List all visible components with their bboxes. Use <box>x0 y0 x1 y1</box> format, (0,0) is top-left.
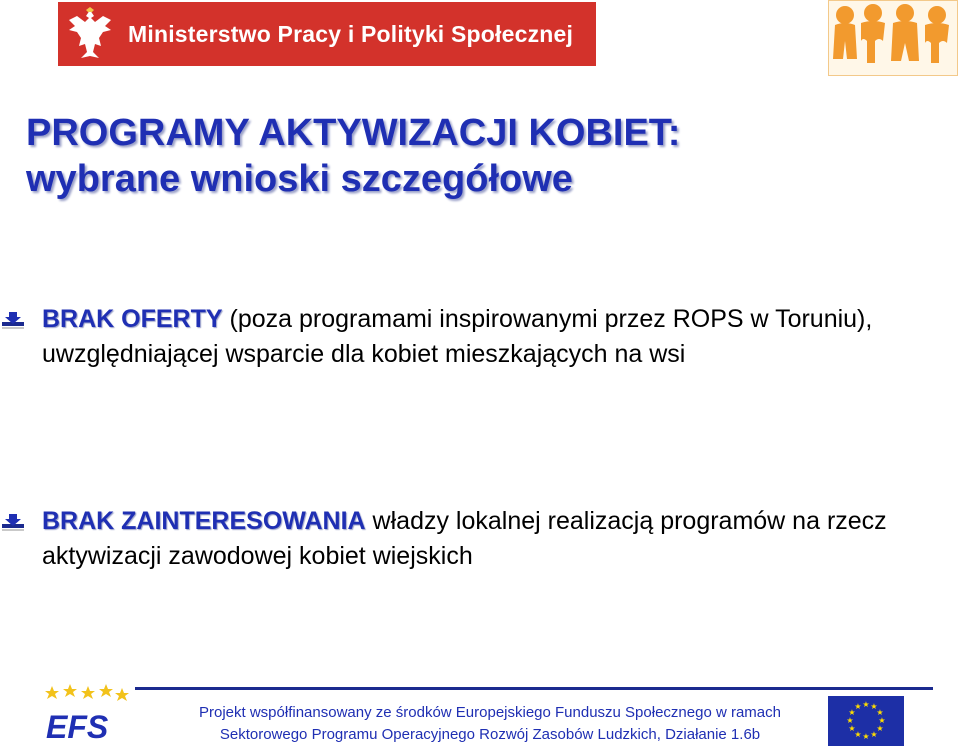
rpps-logo <box>828 0 958 76</box>
efs-label: EFS <box>46 709 109 744</box>
bullet-item-1 <box>14 302 914 372</box>
svg-text:★: ★ <box>854 702 862 711</box>
title-line-1: PROGRAMY AKTYWIZACJI KOBIET: <box>26 112 681 154</box>
bullet-keyword-1: BRAK OFERTY <box>42 305 223 333</box>
bullet-keyword-2: BRAK ZAINTERESOWANIA <box>42 507 366 535</box>
footer-divider <box>135 687 933 690</box>
bullet-text-2 <box>14 504 914 574</box>
svg-text:★: ★ <box>848 708 856 717</box>
svg-text:★: ★ <box>870 730 878 739</box>
footer-text <box>150 702 830 746</box>
footer-line-1: Projekt współfinansowany ze środków Europejskiego Funduszu Społecznego w ramach <box>199 704 781 721</box>
svg-text:★: ★ <box>848 724 856 733</box>
svg-text:★: ★ <box>862 700 870 709</box>
svg-text:★: ★ <box>854 730 862 739</box>
eu-flag-icon <box>828 696 904 746</box>
bullet-item-2 <box>14 504 914 574</box>
svg-text:★: ★ <box>876 708 884 717</box>
arrow-bullet-icon <box>2 512 24 534</box>
svg-text:★: ★ <box>876 724 884 733</box>
svg-text:★: ★ <box>862 732 870 741</box>
page-title <box>26 110 680 202</box>
eagle-emblem-icon <box>58 2 122 66</box>
arrow-bullet-icon <box>2 310 24 332</box>
bullet-body-2: władzy lokalnej realizacją programów na rzecz aktywizacji zawodowej kobiet wiejskich <box>42 507 887 570</box>
efs-logo <box>40 682 136 744</box>
bullet-text-1 <box>14 302 914 372</box>
footer-line-2: Sektorowego Programu Operacyjnego Rozwój Zasobów Ludzkich, Działanie 1.6b <box>219 726 761 743</box>
svg-text:★: ★ <box>878 716 886 725</box>
bullet-body-1: (poza programami inspirowanymi przez ROPS w Toruniu), uwzględniającej wsparcie dla kobiet mieszkających na wsi <box>42 305 873 368</box>
title-line-2: wybrane wnioski szczegółowe <box>26 158 573 200</box>
ministry-logo <box>58 2 596 66</box>
svg-text:★: ★ <box>870 702 878 711</box>
ministry-name: Ministerstwo Pracy i Polityki Społecznej <box>128 20 574 47</box>
svg-text:★: ★ <box>846 716 854 725</box>
